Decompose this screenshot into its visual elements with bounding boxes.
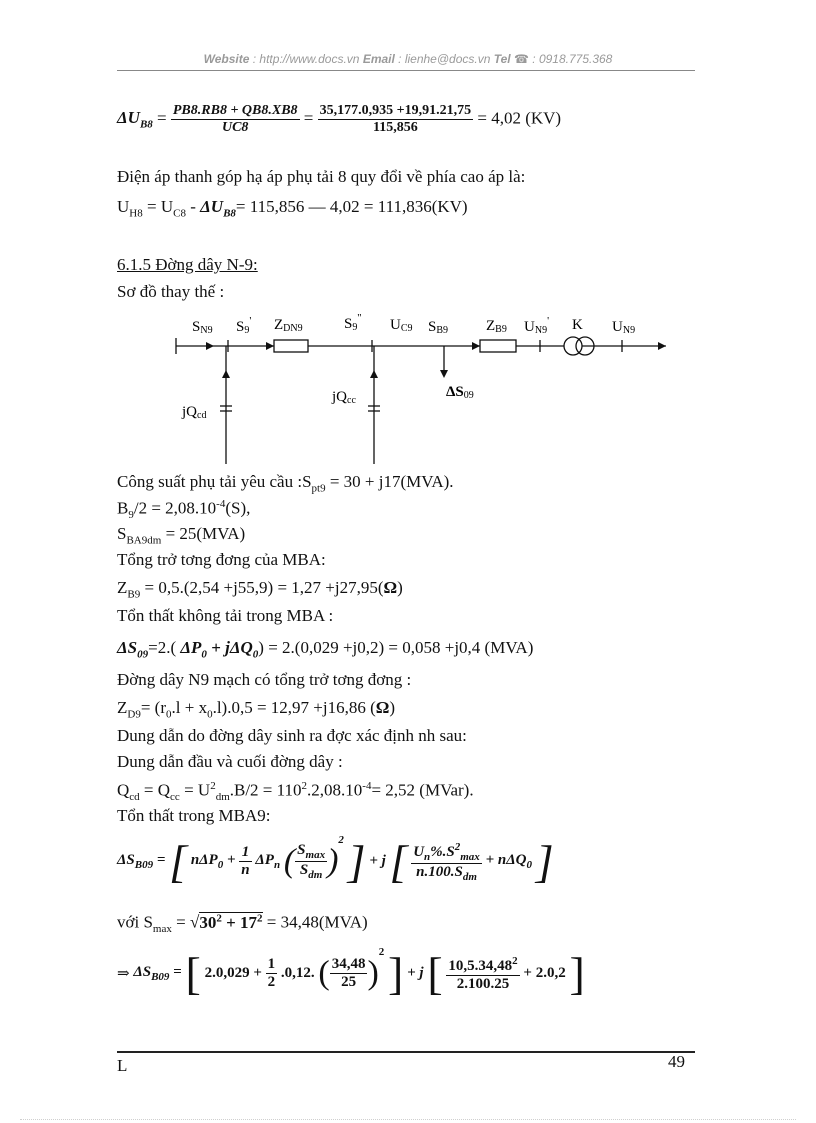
tel-label: Tel: [493, 52, 511, 66]
header-rule: [117, 70, 695, 71]
arrow-sn9: [206, 342, 214, 350]
equation-delta-u-b8: $\Delta U_{B8}$ = $\frac{PB8.RB8 + QB8.XB8}{UC8}$ = $\frac{35,177.0,935 +19,91.21,75}{115,856}$ = 4,02 (KV): [117, 103, 562, 135]
substitution-diagram: [170, 306, 680, 470]
text-tongtro: Tổng trở tơng đơng của MBA:: [117, 550, 326, 569]
label-k: K: [572, 317, 583, 333]
page-header: [0, 52, 816, 66]
impedance-zdn9: [274, 340, 308, 352]
label-jqcd: jQcd: [182, 404, 207, 421]
eq1-fraction-symbolic: $\frac{PB8.RB8 + QB8.XB8}{UC8}$: [172, 103, 298, 135]
text-line-uh8: $U_{H8} = U_{C8} - \Delta U_{B8}= 115,856$ — 4,02 = 111,836(KV): [117, 197, 468, 220]
label-un9: UN9: [612, 319, 636, 336]
label-zdn9: ZDN9: [274, 317, 303, 334]
label-s9pp: S9'': [344, 312, 362, 333]
text-tonthat: Tổn thất không tải trong MBA :: [117, 606, 334, 625]
label-ds09: ΔS09: [446, 384, 474, 401]
ohm-symbol: Ω: [383, 578, 398, 597]
label-un9p: UN9': [524, 315, 550, 336]
arrow-un9: [658, 342, 666, 350]
text-duongday: Đờng dây N9 mạch có tổng trở tơng đơng :: [117, 670, 412, 689]
text-qcd: $Q_{cd} = Q_{cc} = U^2_{dm}.B/2 = 110^2.2,08.10^{-4}= 2,52$ (MVar).: [117, 780, 474, 804]
eq1-lhs: $\Delta U_{B8}$: [117, 108, 153, 131]
text-b9: $B_9/2 = 2,08.10^{-4}(S)$,: [117, 498, 251, 522]
page-number: 49: [668, 1052, 685, 1071]
equation-ds-b09-numeric: ⇒ $\Delta S_{B09}$ = [ 2.0,029 + $\frac{1}{2}$ .0,12. ( $\frac{34,48}{25}$ )$^2$ ] + j [ $\frac{10,5.34,48^2}{2.100.25}$ + 2.0,2 ]: [117, 946, 585, 1000]
text-ds09: $\Delta S_{09}=2$.( $\Delta P_0 + j\Delta Q_0) = 2.(0,029 +j0,2) = 0,058 +j0,4$ (MVA): [117, 638, 534, 661]
text-dungdan-2: Dung dẫn đầu và cuối đờng dây :: [117, 752, 343, 771]
text-sba9: $S_{BA9dm} = 25(MVA)$: [117, 524, 246, 547]
label-zb9: ZB9: [486, 318, 507, 335]
text-tonthat-mba9: Tổn thất trong MBA9:: [117, 806, 271, 825]
text-smax: với $S_{max} = √30^2 + 17^2 = 34,48(MVA)$: [117, 912, 368, 936]
footer-rule: [117, 1051, 695, 1053]
label-sn9: SN9: [192, 319, 213, 336]
label-jqcc: jQcc: [332, 389, 356, 406]
eq1-result: = 4,02 (KV): [477, 108, 562, 128]
sqrt-sign: √: [189, 912, 200, 932]
footer-left: L: [117, 1056, 128, 1075]
label-sb9: SB9: [428, 319, 449, 336]
website-value[interactable]: : http://www.docs.vn: [249, 52, 363, 66]
label-s9p: S9': [236, 315, 252, 336]
text-zb9: $Z_{B9} = 0,5.(2,54 +j55,9) = 1,27 +j27,95(\Omega)$: [117, 578, 403, 601]
arrow-s9p: [266, 342, 274, 350]
arrow-sb9: [472, 342, 480, 350]
section-title: 6.1.5 Đờng dây N-9:: [117, 255, 258, 274]
text-sp9: Công suất phụ tải yêu cầu $:S_{pt9} = 30 + j17(MVA)$.: [117, 472, 454, 495]
diagram-title: Sơ đồ thay thế :: [117, 282, 225, 301]
label-uc9: UC9: [390, 317, 413, 334]
tel-value: : 0918.775.368: [528, 52, 613, 66]
email-value[interactable]: : lienhe@docs.vn: [394, 52, 494, 66]
impedance-zb9: [480, 340, 516, 352]
email-label: Email: [362, 52, 395, 66]
text-line-1: Điện áp thanh góp hạ áp phụ tải 8 quy đổi về phía cao áp là:: [117, 167, 526, 186]
ohm-symbol-2: Ω: [375, 698, 390, 717]
eq1-fraction-numeric: $\frac{35,177.0,935 +19,91.21,75}{115,856}$: [319, 103, 472, 135]
page-bottom-edge: [20, 1119, 796, 1120]
equation-ds-b09-general: $\Delta S_{B09}$ = [ nΔP$_0$ + $\frac{1}{n}$ $\Delta P_n$ ( $\frac{S_{max}}{S_{dm}}$ )$^2$ ] + j [ $\frac{U_n\%.S^2_{max}}{n.100.S_{dm}}$ + nΔQ$_0$ ]: [117, 834, 554, 888]
website-label: Website: [203, 52, 250, 66]
text-dungdan-1: Dung dẫn do đờng dây sinh ra đợc xác định nh sau:: [117, 726, 467, 745]
text-zd9: $Z_{D9}= (r_0.l + x_0.l).0,5 = 12,97 +j16,86$ (Ω): [117, 698, 396, 721]
phone-icon: ☎: [513, 52, 529, 66]
